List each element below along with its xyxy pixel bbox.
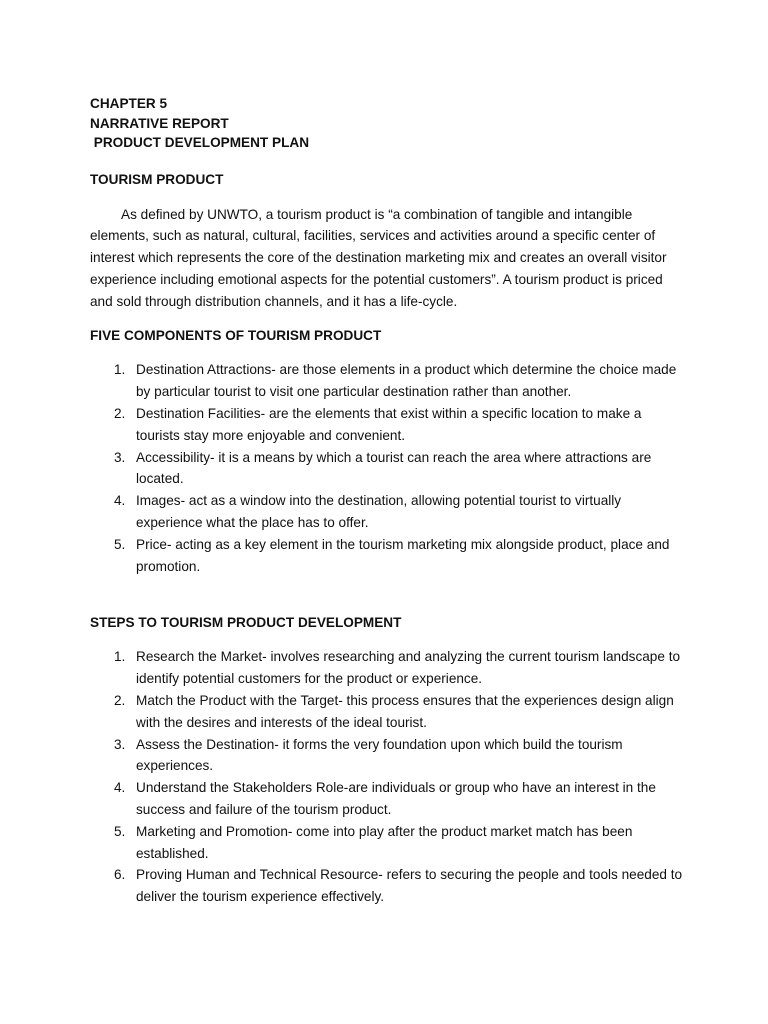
list-text: Accessibility- it is a means by which a tourist can reach the area where attractions are located. [136, 449, 652, 487]
list-text: Images- act as a window into the destination, allowing potential tourist to virtually experience what the place has to offer. [136, 493, 622, 531]
list-number: 1. [114, 362, 126, 378]
components-list [90, 359, 684, 577]
list-text: Price- acting as a key element in the tourism marketing mix alongside product, place and promotion. [136, 536, 670, 574]
steps-list [90, 646, 684, 908]
list-item [90, 777, 684, 821]
components-title: FIVE COMPONENTS OF TOURISM PRODUCT [90, 328, 382, 344]
chapter-label: CHAPTER 5 [90, 96, 168, 111]
list-number: 3. [114, 449, 126, 465]
plan-title: PRODUCT DEVELOPMENT PLAN [90, 135, 310, 150]
list-number: 2. [114, 406, 126, 422]
list-text: Destination Attractions- are those elements in a product which determine the choice made by particular tourist to visit one particular destination rather than another. [136, 362, 677, 400]
list-number: 1. [114, 649, 126, 665]
list-item [90, 403, 684, 447]
list-item [90, 821, 684, 865]
list-number: 2. [114, 693, 126, 709]
tourism-product-title: TOURISM PRODUCT [90, 171, 224, 187]
list-number: 6. [114, 867, 126, 883]
document-heading [90, 94, 684, 153]
list-number: 5. [114, 823, 126, 839]
list-item [90, 734, 684, 778]
list-text: Match the Product with the Target- this process ensures that the experiences design align with the desires and interests of the ideal tourist. [136, 693, 674, 730]
list-item [90, 534, 684, 578]
list-text: Marketing and Promotion- come into play after the product market match has been established. [136, 823, 633, 861]
list-number: 4. [114, 780, 126, 796]
steps-title: STEPS TO TOURISM PRODUCT DEVELOPMENT [90, 615, 402, 631]
list-text: Understand the Stakeholders Role-are individuals or group who have an interest in the success and failure of the tourism product. [136, 780, 656, 818]
list-item [90, 359, 684, 403]
list-number: 3. [114, 736, 126, 752]
list-item [90, 490, 684, 534]
tourism-product-definition: As defined by UNWTO, a tourism product is “a combination of tangible and intangible elements, such as natural, cultural, facilities, services and activities around a specific center of interest which represents the core of the destination marketing mix and creates an overall visitor experience including emotional aspects for the potential customers”. A tourism product is priced and sold through distribution channels, and it has a life-cycle. [90, 206, 667, 309]
list-item [90, 447, 684, 491]
list-text: Assess the Destination- it forms the very foundation upon which build the tourism experiences. [136, 736, 623, 774]
report-type-label: NARRATIVE REPORT [90, 115, 229, 131]
list-item [90, 646, 684, 690]
list-text: Destination Facilities- are the elements that exist within a specific location to make a tourists stay more enjoyable and convenient. [136, 406, 642, 443]
list-text: Proving Human and Technical Resource- refers to securing the people and tools needed to deliver the tourism experience effectively. [136, 867, 683, 905]
list-item [90, 690, 684, 734]
list-number: 5. [114, 536, 126, 552]
list-text: Research the Market- involves researching and analyzing the current tourism landscape to identify potential customers for the product or experience. [136, 649, 681, 687]
list-number: 4. [114, 493, 126, 509]
list-item [90, 864, 684, 908]
